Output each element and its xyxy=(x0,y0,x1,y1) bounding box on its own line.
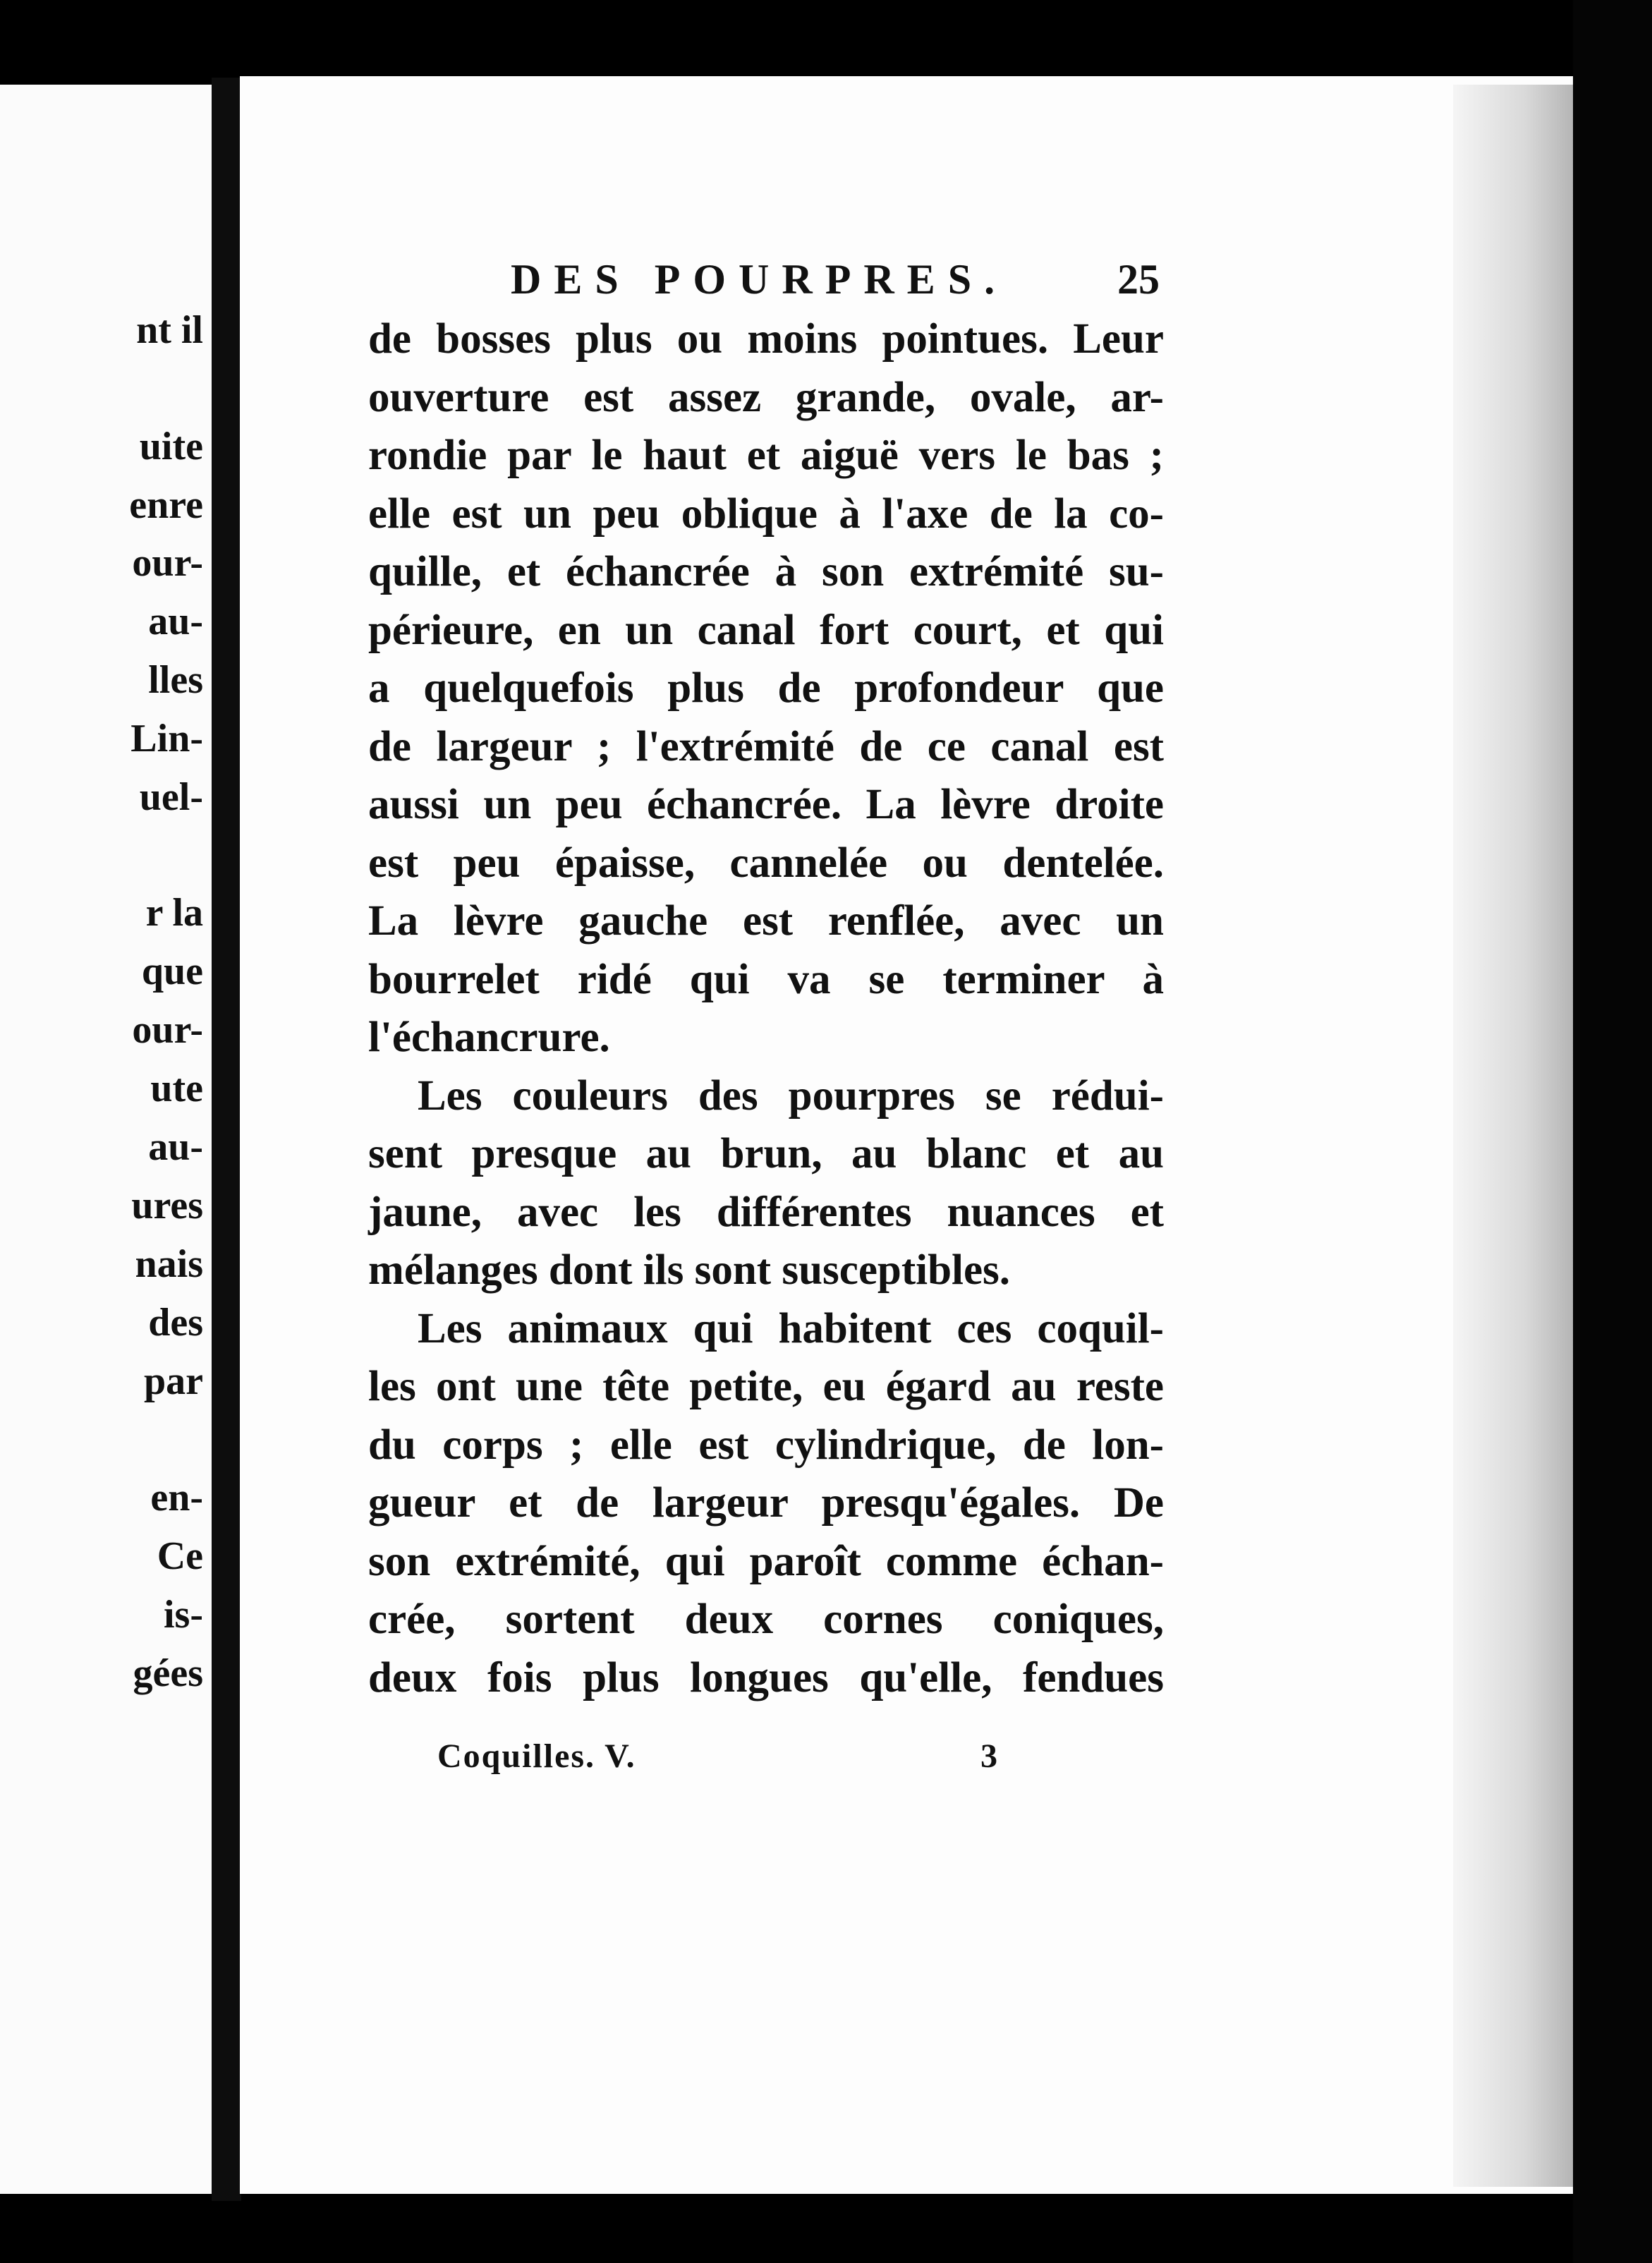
left-page-fragment: uite xyxy=(139,425,203,468)
signature-number: 3 xyxy=(980,1737,997,1775)
text-line: sent presque au brun, au blanc et au xyxy=(368,1130,1164,1177)
page-number: 25 xyxy=(1117,256,1160,303)
left-page-fragment: is- xyxy=(164,1593,203,1637)
page-edge-shadow xyxy=(1453,85,1573,2187)
text-line: rondie par le haut et aiguë vers le bas ; xyxy=(368,432,1164,479)
left-page-fragment: par xyxy=(144,1359,203,1403)
text-line: Les animaux qui habitent ces coquil- xyxy=(418,1304,1164,1352)
text-line: a quelquefois plus de profondeur que xyxy=(368,665,1164,712)
left-page-fragment: r la xyxy=(145,891,203,935)
left-page-fragment: uel- xyxy=(139,775,203,819)
text-line: ouverture est assez grande, ovale, ar- xyxy=(368,373,1164,421)
left-page-fragment: our- xyxy=(132,1008,203,1052)
left-page-fragment: Ce xyxy=(157,1534,203,1578)
left-page-fragment: lles xyxy=(148,658,203,702)
left-page-fragment: nais xyxy=(135,1242,203,1286)
text-line: crée, sortent deux cornes coniques, xyxy=(368,1596,1164,1643)
running-title: DES POURPRES. xyxy=(511,256,1008,303)
text-line: aussi un peu échancrée. La lèvre droite xyxy=(368,781,1164,828)
text-line: bourrelet ridé qui va se terminer à xyxy=(368,955,1164,1003)
text-line: elle est un peu oblique à l'axe de la co- xyxy=(368,490,1164,538)
text-line: les ont une tête petite, eu égard au reste xyxy=(368,1363,1164,1410)
left-page-fragment: our- xyxy=(132,541,203,585)
text-line: gueur et de largeur presqu'égales. De xyxy=(368,1479,1164,1527)
left-facing-page xyxy=(0,85,212,2194)
left-page-fragment: nt il xyxy=(136,308,203,352)
text-line: du corps ; elle est cylindrique, de lon- xyxy=(368,1421,1164,1469)
left-page-fragment: gées xyxy=(133,1651,203,1695)
text-line: périeure, en un canal fort court, et qui xyxy=(368,606,1164,654)
page-footer xyxy=(437,1737,1002,1779)
text-line: Les couleurs des pourpres se rédui- xyxy=(418,1072,1164,1120)
text-line: de largeur ; l'extrémité de ce canal est xyxy=(368,722,1164,770)
body-text xyxy=(368,310,1164,1707)
left-page-fragment: enre xyxy=(129,483,203,527)
text-line: quille, et échancrée à son extrémité su- xyxy=(368,548,1164,595)
text-line: l'échancrure. xyxy=(368,1014,610,1061)
page-header xyxy=(511,255,1160,305)
left-page-fragment: des xyxy=(148,1301,203,1345)
text-line: son extrémité, qui paroît comme échan- xyxy=(368,1537,1164,1585)
text-line: mélanges dont ils sont susceptibles. xyxy=(368,1246,1011,1294)
text-line: est peu épaisse, cannelée ou dentelée. xyxy=(368,839,1164,887)
left-page-fragment: que xyxy=(141,950,203,993)
scan-border xyxy=(1573,0,1652,2263)
book-gutter xyxy=(212,78,241,2201)
left-page-fragment: au- xyxy=(148,600,203,643)
left-page-fragment: en- xyxy=(150,1476,203,1519)
text-line: de bosses plus ou moins pointues. Leur xyxy=(368,315,1164,363)
left-page-fragment: Lin- xyxy=(130,717,203,760)
text-line: jaune, avec les différentes nuances et xyxy=(368,1188,1164,1236)
signature-mark-text: Coquilles. V. xyxy=(437,1737,636,1775)
text-line: La lèvre gauche est renflée, avec un xyxy=(368,897,1164,945)
left-page-fragment: ures xyxy=(131,1184,203,1227)
left-page-fragment: ute xyxy=(150,1067,203,1110)
left-page-fragment: au- xyxy=(148,1125,203,1169)
text-line: deux fois plus longues qu'elle, fendues xyxy=(368,1654,1164,1701)
